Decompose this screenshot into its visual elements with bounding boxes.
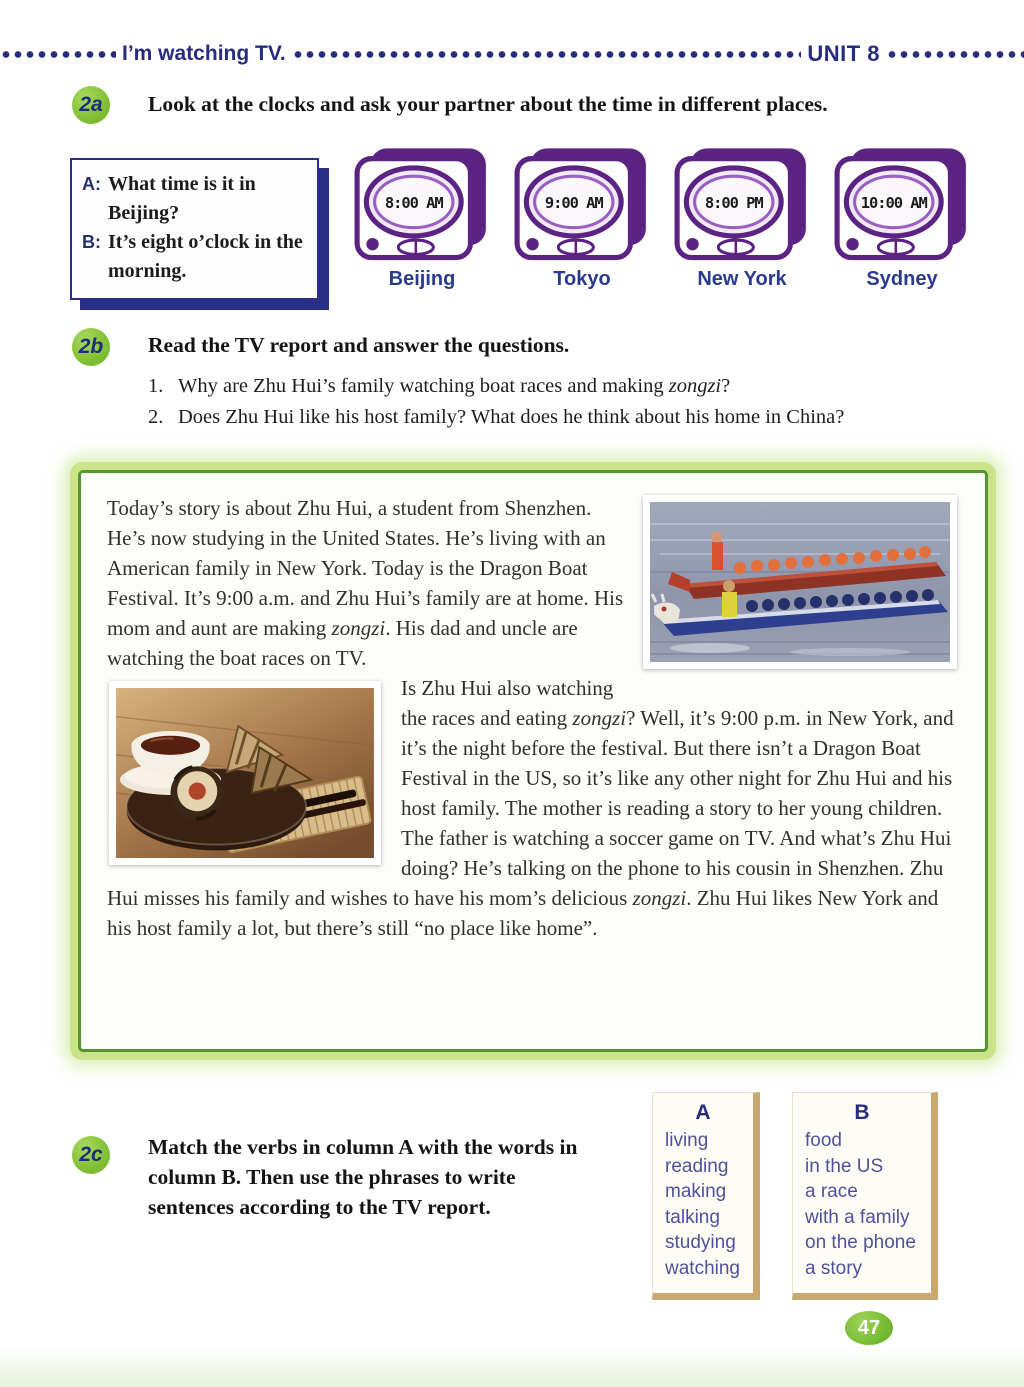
- column-a-item: talking: [665, 1206, 720, 1228]
- tv-report-box: [78, 470, 988, 1052]
- question-text: Why are Zhu Hui’s family watching boat races and making zongzi?: [178, 375, 731, 397]
- clock-sydney: [822, 146, 982, 291]
- dialog-line-a: [82, 170, 307, 228]
- dragon-boat-race-illustration: [650, 502, 950, 662]
- column-b-item: with a family: [805, 1206, 910, 1228]
- question-list: [148, 372, 960, 434]
- speaker-b-text: It’s eight o’clock in the morning.: [108, 231, 303, 282]
- clock-time-display: 9:00 AM: [544, 194, 603, 213]
- clock-time-display: 8:00 PM: [704, 194, 763, 213]
- column-b-item: a race: [805, 1181, 858, 1202]
- section-2c-badge: 2c: [72, 1136, 110, 1174]
- column-b-item: food: [805, 1130, 842, 1151]
- question-text: Does Zhu Hui like his host family? What does he think about his home in China?: [178, 406, 845, 428]
- speaker-b-label: B:: [82, 232, 101, 252]
- dotted-leader: [0, 50, 116, 59]
- section-2a-badge: 2a: [72, 86, 110, 124]
- page-header: [0, 40, 1024, 68]
- city-label: Sydney: [866, 268, 938, 290]
- section-2a-title: Look at the clocks and ask your partner about the time in different places.: [148, 92, 828, 116]
- city-label: New York: [697, 268, 787, 290]
- speaker-a-text: What time is it in Beijing?: [108, 173, 256, 224]
- section-2c-title: Match the verbs in column A with the words in column B. Then use the phrases to write sentences according to the TV report.: [148, 1135, 578, 1219]
- dotted-leader: [886, 50, 1024, 59]
- clock-new-york: [662, 146, 822, 291]
- column-b-header: B: [854, 1101, 870, 1124]
- dragon-boat-race-photo: [643, 495, 957, 669]
- world-clocks-row: [342, 146, 1002, 291]
- page-number-badge: 47: [845, 1311, 893, 1345]
- tv-clock-icon: [834, 146, 970, 264]
- column-b-item: a story: [805, 1257, 863, 1279]
- section-2b-title: Read the TV report and answer the questions.: [148, 333, 570, 357]
- zongzi-and-tea-illustration: [116, 688, 374, 858]
- clock-time-display: 10:00 AM: [860, 194, 927, 213]
- zongzi-and-tea-photo: [109, 681, 381, 865]
- column-b-item: in the US: [805, 1155, 884, 1177]
- city-label: Tokyo: [553, 268, 611, 290]
- tv-clock-icon: [674, 146, 810, 264]
- clock-tokyo: [502, 146, 662, 291]
- question-number: 2.: [148, 406, 164, 428]
- question-1: [148, 372, 960, 401]
- unit-label: UNIT 8: [807, 41, 880, 66]
- lesson-title: I’m watching TV.: [122, 42, 286, 65]
- match-column-a: [652, 1092, 760, 1300]
- clock-time-display: 8:00 AM: [384, 194, 443, 213]
- tv-clock-icon: [514, 146, 650, 264]
- column-b-item: on the phone: [805, 1232, 916, 1253]
- dotted-leader: [292, 50, 802, 59]
- report-paragraph-2: Is Zhu Hui also watching the races and eating zongzi? Well, it’s 9:00 p.m. in New York, and it’s the night before the festival. But there isn’t a Dragon Boat Festival in the US, so it’s like any other night for Zhu Hui and his host family. The mother is reading a story to her young children. The father is watching a soccer game on TV. And what’s Zhu Hui doing? He’s talking on the phone to his cousin in Shenzhen. Zhu Hui misses his family and wishes to have his mom’s delicious zongzi. Zhu Hui likes New York and his host family a lot, but there’s still “no place like home”.: [107, 676, 954, 940]
- column-a-item: reading: [665, 1155, 729, 1177]
- column-a-item: living: [665, 1130, 709, 1151]
- report-paragraph-1: Today’s story is about Zhu Hui, a student from Shenzhen. He’s now studying in the United States. He’s living with an American family in New York. Today is the Dragon Boat Festival. It’s 9:00 a.m. and Zhu Hui’s family are at home. His mom and aunt are making zongzi. His dad and uncle are watching the boat races on TV.: [107, 496, 624, 670]
- tv-clock-icon: [354, 146, 490, 264]
- column-a-header: A: [695, 1101, 711, 1124]
- question-2: [148, 403, 960, 432]
- example-dialog-box: [70, 158, 319, 300]
- section-2b-badge: 2b: [72, 328, 110, 366]
- match-column-b: [792, 1092, 938, 1300]
- column-a-item: watching: [665, 1257, 740, 1279]
- dialog-line-b: [82, 228, 307, 286]
- clock-beijing: [342, 146, 502, 291]
- speaker-a-label: A:: [82, 174, 101, 194]
- column-a-item: making: [665, 1181, 727, 1202]
- column-a-item: studying: [665, 1232, 736, 1253]
- city-label: Beijing: [388, 268, 456, 290]
- question-number: 1.: [148, 375, 164, 397]
